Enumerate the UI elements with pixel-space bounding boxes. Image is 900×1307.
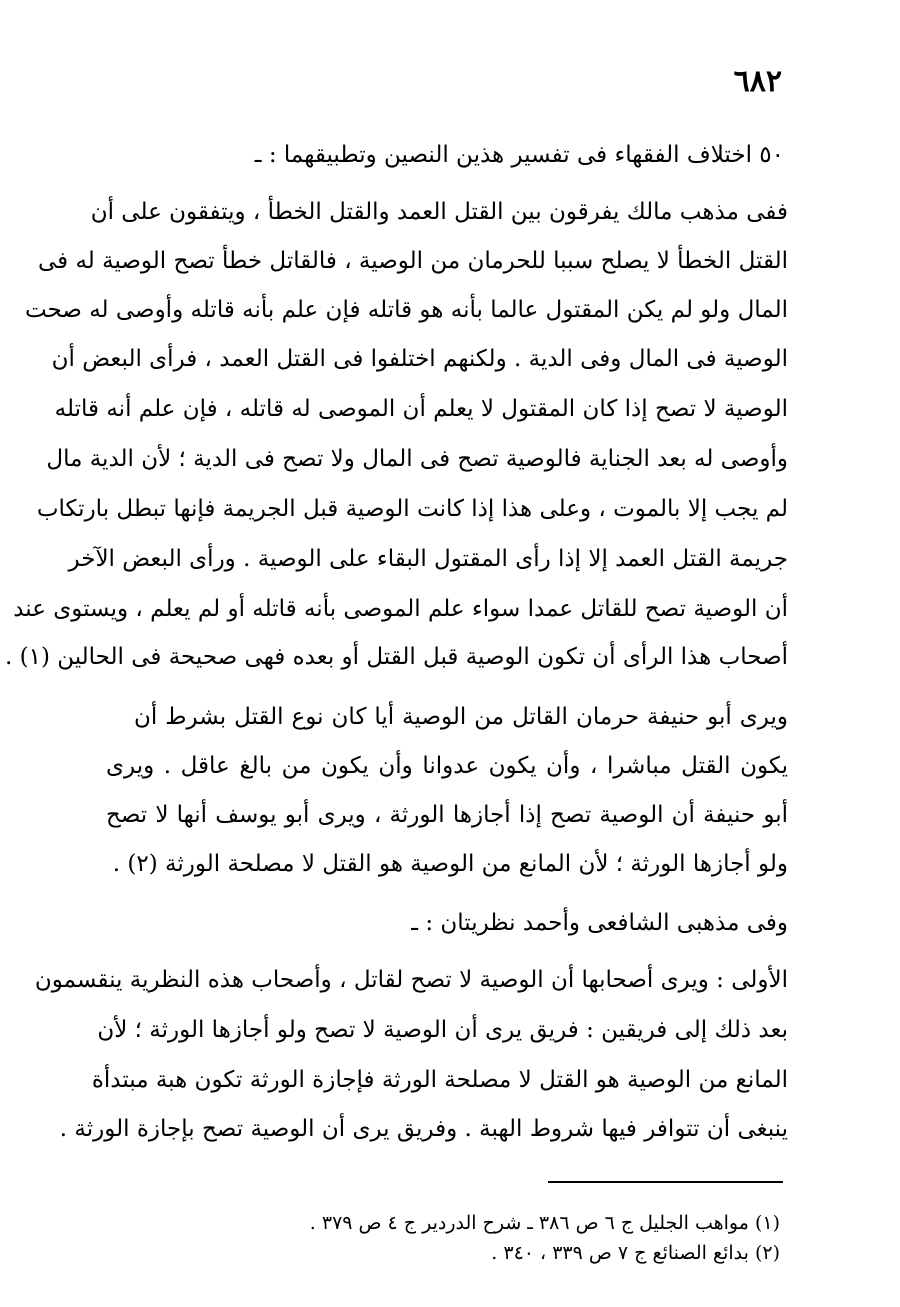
paragraph-4-line-3: المانع من الوصية هو القتل لا مصلحة الورثة فإجازة الورثة تكون هبة مبتدأة — [91, 1067, 788, 1093]
footnote-1: (١) مواهب الجليل ج ٦ ص ٣٨٦ ـ شرح الدردير ج ٤ ص ٣٧٩ . — [309, 1212, 780, 1234]
paragraph-1-line-5: الوصية لا تصح إذا كان المقتول لا يعلم أن الموصى له قاتله ، فإن علم أنه قاتله — [54, 396, 788, 422]
paragraph-3-line-1: وفى مذهبى الشافعى وأحمد نظريتان : ـ — [411, 910, 788, 936]
paragraph-1-line-3: المال ولو لم يكن المقتول عالما بأنه هو قاتله فإن علم بأنه قاتله وأوصى له صحت — [24, 297, 788, 323]
footnote-separator — [548, 1181, 783, 1183]
paragraph-2-line-2: يكون القتل مباشرا ، وأن يكون عدوانا وأن يكون من بالغ عاقل . ويرى — [106, 753, 788, 779]
paragraph-1-line-2: القتل الخطأ لا يصلح سببا للحرمان من الوصية ، فالقاتل خطأ تصح الوصية له فى — [37, 248, 788, 274]
paragraph-1-line-7: لم يجب إلا بالموت ، وعلى هذا إذا كانت الوصية قبل الجريمة فإنها تبطل بارتكاب — [36, 496, 788, 522]
paragraph-1-line-1: ففى مذهب مالك يفرقون بين القتل العمد والقتل الخطأ ، ويتفقون على أن — [90, 199, 788, 225]
paragraph-4-line-1: الأولى : ويرى أصحابها أن الوصية لا تصح لقاتل ، وأصحاب هذه النظرية ينقسمون — [34, 967, 788, 993]
footnote-2: (٢) بدائع الصنائع ج ٧ ص ٣٣٩ ، ٣٤٠ . — [491, 1242, 780, 1264]
paragraph-4-line-2: بعد ذلك إلى فريقين : فريق يرى أن الوصية لا تصح ولو أجازها الورثة ؛ لأن — [97, 1017, 788, 1043]
paragraph-1-line-4: الوصية فى المال وفى الدية . ولكنهم اختلفوا فى القتل العمد ، فرأى البعض أن — [51, 346, 788, 372]
paragraph-2-line-1: ويرى أبو حنيفة حرمان القاتل من الوصية أيا كان نوع القتل بشرط أن — [134, 704, 788, 730]
paragraph-2-line-4: ولو أجازها الورثة ؛ لأن المانع من الوصية هو القتل لا مصلحة الورثة (٢) . — [112, 851, 788, 877]
paragraph-4-line-4: ينبغى أن تتوافر فيها شروط الهبة . وفريق يرى أن الوصية تصح بإجازة الورثة . — [59, 1116, 788, 1142]
paragraph-1-line-10: أصحاب هذا الرأى أن تكون الوصية قبل القتل أو بعده فهى صحيحة فى الحالين (١) . — [4, 644, 788, 670]
paragraph-1-line-9: أن الوصية تصح للقاتل عمدا سواء علم الموصى بأنه قاتله أو لم يعلم ، ويستوى عند — [13, 596, 788, 622]
paragraph-1-line-6: وأوصى له بعد الجناية فالوصية تصح فى المال ولا تصح فى الدية ؛ لأن الدية مال — [46, 446, 788, 472]
paragraph-1-line-8: جريمة القتل العمد إلا إذا رأى المقتول البقاء على الوصية . ورأى البعض الآخر — [68, 546, 788, 572]
paragraph-2-line-3: أبو حنيفة أن الوصية تصح إذا أجازها الورثة ، ويرى أبو يوسف أنها لا تصح — [106, 802, 788, 828]
section-heading: ٥٠ اختلاف الفقهاء فى تفسير هذين النصين وتطبيقهما : ـ — [254, 142, 784, 168]
page-number: ٦٨٢ — [733, 64, 782, 99]
